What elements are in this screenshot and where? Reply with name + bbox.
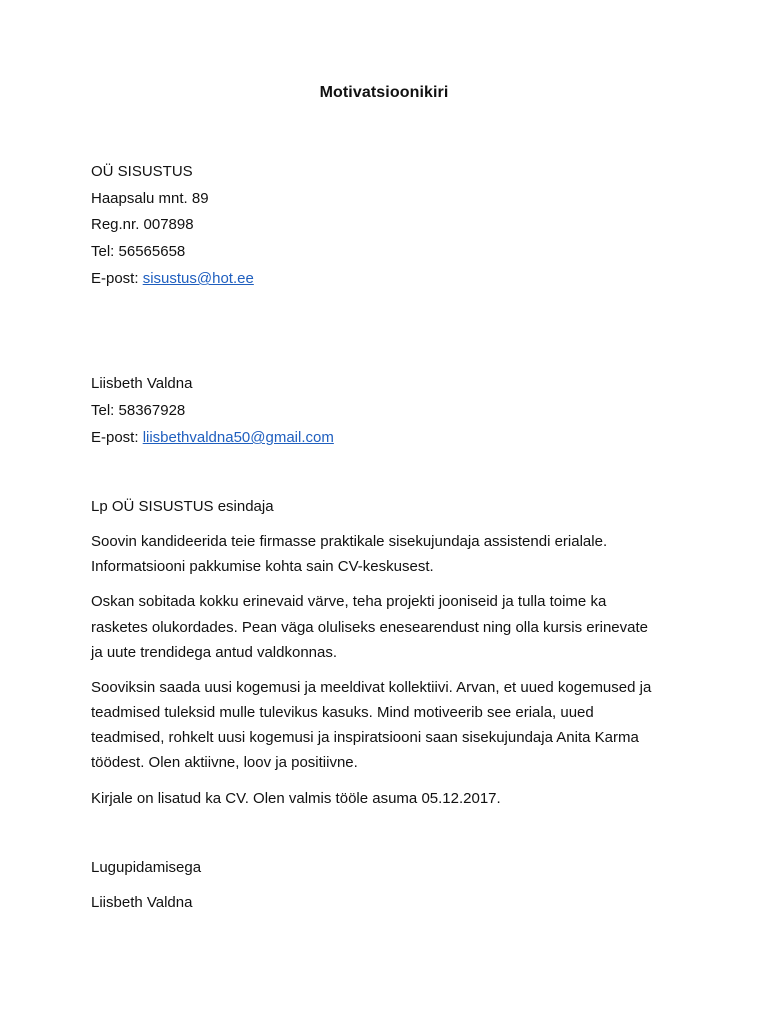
paragraph-line: Oskan sobitada kokku erinevaid värve, teha projekti jooniseid ja tulla toime ka [91, 593, 607, 610]
salutation: Lp OÜ SISUSTUS esindaja [91, 498, 274, 515]
signature: Liisbeth Valdna [91, 894, 193, 911]
paragraph-line: Kirjale on lisatud ka CV. Olen valmis tööle asuma 05.12.2017. [91, 790, 501, 807]
company-address: Haapsalu mnt. 89 [91, 190, 209, 207]
paragraph-line: teadmised, rohkelt uusi kogemusi ja inspiratsiooni saan sisekujundaja Anita Karma [91, 729, 639, 746]
company-email-label: E-post: [91, 270, 143, 287]
sender-name: Liisbeth Valdna [91, 375, 193, 392]
paragraph-line: Informatsiooni pakkumise kohta sain CV-keskusest. [91, 558, 434, 575]
sender-email-link[interactable]: liisbethvaldna50@gmail.com [142, 429, 334, 446]
closing: Lugupidamisega [91, 859, 202, 876]
sender-email-label: E-post: [91, 429, 143, 446]
paragraph-line: ja uute trendidega antud valdkonnas. [91, 644, 338, 661]
company-email-link[interactable]: sisustus@hot.ee [142, 270, 254, 287]
company-email-line [91, 270, 254, 288]
paragraph-line: töödest. Olen aktiivne, loov ja positiivne. [91, 754, 358, 771]
paragraph-line: rasketes olukordades. Pean väga oluliseks enesearendust ning olla kursis erinevate [91, 619, 648, 636]
paragraph-line: Soovin kandideerida teie firmasse praktikale sisekujundaja assistendi erialale. [91, 533, 608, 550]
paragraph-line: Sooviksin saada uusi kogemusi ja meeldivat kollektiivi. Arvan, et uued kogemused ja [91, 679, 652, 696]
sender-tel: Tel: 58367928 [91, 402, 186, 419]
company-reg: Reg.nr. 007898 [91, 216, 194, 233]
company-tel: Tel: 56565658 [91, 243, 186, 260]
paragraph-line: teadmised tuleksid mulle tulevikus kasuks. Mind motiveerib see eriala, uued [91, 704, 594, 721]
sender-email-line [91, 429, 334, 447]
company-name: OÜ SISUSTUS [91, 163, 193, 180]
document-title: Motivatsioonikiri [319, 84, 449, 101]
